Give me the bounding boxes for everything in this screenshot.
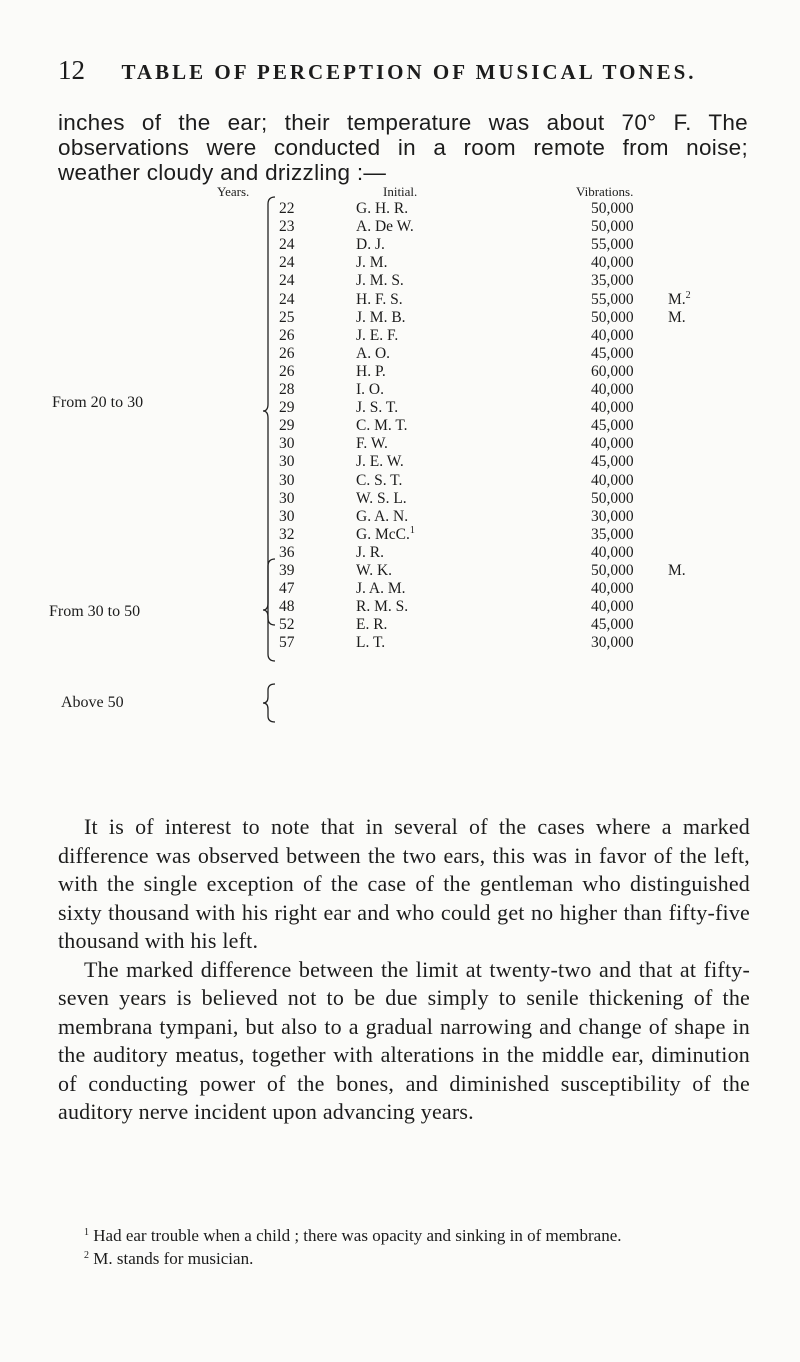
table-row [0, 508, 800, 526]
body-text [58, 813, 750, 1127]
initial-cell: J. M. S. [356, 272, 404, 290]
age-cell: 52 [279, 616, 295, 634]
age-cell: 30 [279, 453, 295, 471]
vibrations-cell: 60,000 [591, 362, 634, 380]
age-cell: 26 [279, 344, 295, 362]
initial-cell: G. H. R. [356, 200, 409, 217]
vibrations-cell: 40,000 [591, 543, 634, 561]
brace-icon [263, 683, 277, 723]
footnote-ref: 2 [685, 289, 691, 301]
table-row [0, 345, 800, 363]
table-row [0, 218, 800, 236]
age-cell: 24 [279, 254, 295, 272]
age-cell: 32 [279, 525, 295, 543]
vibrations-cell: 50,000 [591, 562, 634, 579]
vibrations-cell: 40,000 [591, 435, 634, 453]
age-cell: 29 [279, 399, 295, 417]
table-row [0, 526, 800, 544]
musician-mark: M. [668, 308, 686, 326]
vibrations-cell: 50,000 [591, 200, 634, 217]
musician-mark: M.$^2$ [668, 289, 691, 308]
age-cell: 23 [279, 218, 295, 236]
header-vibrations: Vibrations. [576, 184, 634, 199]
vibrations-cell: 40,000 [591, 598, 634, 616]
initial-cell: J. M. B. [356, 308, 406, 326]
vibrations-cell: 50,000 [591, 218, 634, 236]
vibrations-cell: 40,000 [591, 381, 634, 398]
intro-line: inches of the ear; their temperature was about 70° F. The [58, 110, 748, 135]
vibrations-cell: 55,000 [591, 236, 634, 254]
initial-cell: W. S. L. [356, 489, 407, 507]
vibrations-cell: 45,000 [591, 453, 634, 471]
age-cell: 57 [279, 634, 295, 652]
footnote [58, 1224, 750, 1247]
initial-cell: I. O. [356, 381, 384, 398]
initial-cell: A. O. [356, 344, 391, 362]
table-row [0, 580, 800, 598]
intro-line: observations were conducted in a room remote from noise; [58, 135, 748, 160]
intro-line: weather cloudy and drizzling :— [58, 160, 387, 185]
age-cell: 30 [279, 435, 295, 453]
table-row [0, 309, 800, 327]
vibrations-cell: 30,000 [591, 507, 634, 525]
paragraph: The marked difference between the limit at twenty-two and that at fifty-seven years is believed not to be due simply to senile thickening of the membrana tympani, but also to a gradual narrowing and change of shape in the auditory meatus, together with alterations in the middle ear, diminution of conducting power of the bones, and diminished susceptibility of the auditory nerve incident upon advancing years. [58, 956, 750, 1124]
age-cell: 26 [279, 326, 295, 344]
initial-cell: C. M. T. [356, 417, 408, 435]
initial-cell: F. W. [356, 435, 388, 453]
group-label: From 20 to 30 [52, 394, 144, 411]
footnote-ref: 1 [409, 524, 415, 536]
age-cell: 29 [279, 417, 295, 435]
age-cell: 39 [279, 562, 295, 579]
age-cell: 48 [279, 598, 295, 616]
header-years: Years. [217, 184, 250, 199]
initial-cell: J. M. [356, 254, 388, 272]
vibrations-cell: 40,000 [591, 326, 634, 344]
vibrations-cell: 30,000 [591, 634, 634, 652]
initial-cell: L. T. [356, 634, 386, 652]
initial-cell: J. R. [356, 543, 384, 561]
group-label: From 30 to 50 [49, 603, 141, 620]
vibrations-cell: 35,000 [591, 525, 634, 543]
age-cell: 36 [279, 543, 295, 561]
initial-cell: E. R. [356, 616, 388, 634]
table-row [0, 399, 800, 417]
vibrations-cell: 35,000 [591, 272, 634, 290]
table-row [0, 544, 800, 562]
table-row [0, 616, 800, 634]
table-row [0, 254, 800, 272]
age-cell: 26 [279, 362, 295, 380]
footnote-marker: 1 [84, 1227, 89, 1238]
initial-cell: J. E. F. [356, 326, 399, 344]
initial-cell: C. S. T. [356, 471, 403, 489]
initial-cell: J. E. W. [356, 453, 404, 471]
table-row [0, 598, 800, 616]
table-row [0, 435, 800, 453]
vibrations-cell: 40,000 [591, 399, 634, 417]
page-number: 12 [58, 55, 85, 85]
table-row [0, 417, 800, 435]
page-header [58, 55, 740, 89]
initial-cell: A. De W. [356, 218, 414, 236]
table-row [0, 453, 800, 471]
header-initial: Initial. [383, 184, 418, 199]
age-cell: 24 [279, 272, 295, 290]
table-row [0, 327, 800, 345]
initial-cell: G. McC.$^1$ [356, 524, 415, 543]
initial-cell: R. M. S. [356, 598, 409, 616]
age-cell: 30 [279, 489, 295, 507]
hearing-table [0, 184, 800, 799]
age-cell: 28 [279, 381, 295, 398]
musician-mark: M. [668, 562, 686, 579]
age-cell: 30 [279, 471, 295, 489]
initial-cell: H. F. S. [356, 290, 403, 308]
table-row [0, 272, 800, 290]
age-cell: 22 [279, 200, 295, 217]
footnote-marker: 2 [84, 1250, 89, 1261]
age-cell: 24 [279, 290, 295, 308]
table-row [0, 291, 800, 309]
age-cell: 24 [279, 236, 295, 254]
vibrations-cell: 40,000 [591, 254, 634, 272]
footnote-text: M. stands for musician. [93, 1249, 254, 1268]
vibrations-cell: 40,000 [591, 580, 634, 598]
table-row [0, 490, 800, 508]
group-label: Above 50 [61, 694, 124, 711]
initial-cell: H. P. [356, 362, 386, 380]
footnote-text: Had ear trouble when a child ; there was opacity and sinking in of membrane. [93, 1226, 622, 1245]
table-row [0, 562, 800, 580]
initial-cell: J. A. M. [356, 580, 406, 598]
vibrations-cell: 40,000 [591, 471, 634, 489]
vibrations-cell: 45,000 [591, 417, 634, 435]
table-row [0, 200, 800, 218]
initial-cell: J. S. T. [356, 399, 399, 417]
table-row [0, 472, 800, 490]
intro-text [58, 110, 748, 185]
vibrations-cell: 55,000 [591, 290, 634, 308]
running-title: TABLE OF PERCEPTION OF MUSICAL TONES. [121, 60, 697, 84]
age-cell: 25 [279, 308, 295, 326]
vibrations-cell: 45,000 [591, 616, 634, 634]
age-cell: 47 [279, 580, 295, 598]
vibrations-cell: 50,000 [591, 308, 634, 326]
footnotes [58, 1224, 750, 1270]
table-row [0, 634, 800, 652]
initial-cell: G. A. N. [356, 507, 409, 525]
table-row [0, 363, 800, 381]
initial-cell: W. K. [356, 562, 393, 579]
footnote [58, 1247, 750, 1270]
table-row [0, 381, 800, 399]
paragraph: It is of interest to note that in several of the cases where a marked difference was observed between the two ears, this was in favor of the left, with the single exception of the case of the gentleman who distinguished sixty thousand with his right ear and who could get no higher than fifty-five thousand with his left. [58, 814, 750, 953]
vibrations-cell: 50,000 [591, 489, 634, 507]
vibrations-cell: 45,000 [591, 344, 634, 362]
initial-cell: D. J. [356, 236, 385, 254]
table-row [0, 236, 800, 254]
age-cell: 30 [279, 507, 295, 525]
